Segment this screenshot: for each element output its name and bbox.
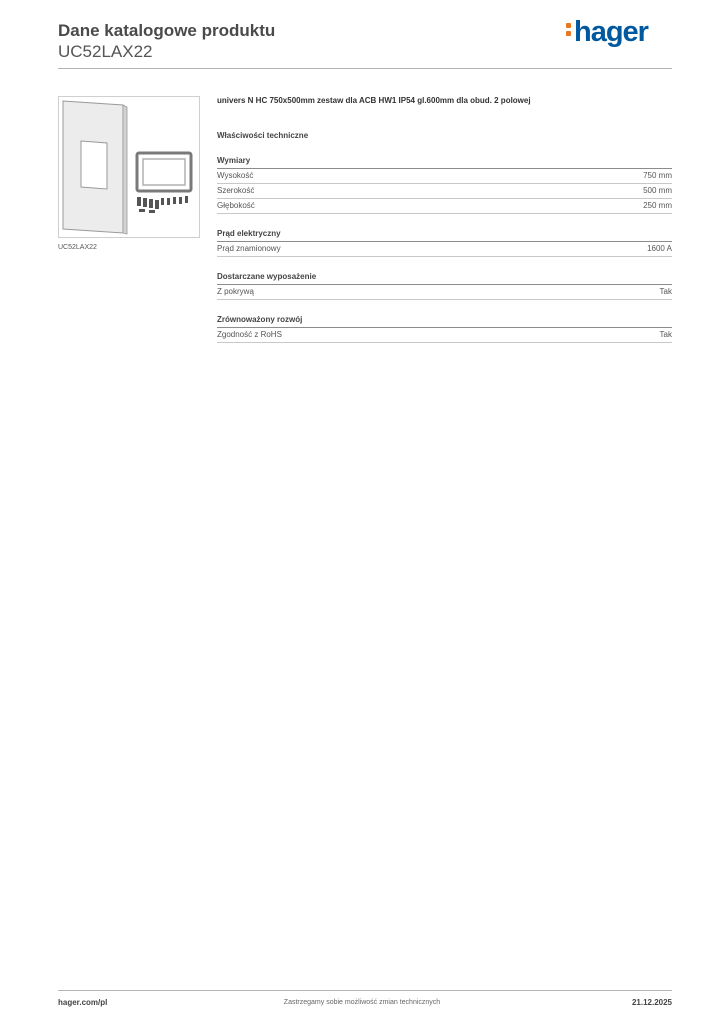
footer-date: 21.12.2025 — [631, 998, 672, 1007]
document-title: Dane katalogowe produktu — [58, 21, 276, 40]
product-description: univers N HC 750x500mm zestaw dla ACB HW1 IP54 gl.600mm dla obud. 2 polowej — [217, 96, 531, 105]
spec-label: Z pokrywą — [217, 287, 254, 296]
header-divider — [58, 68, 672, 69]
footer-website-link[interactable]: hager.com/pl — [58, 998, 108, 1007]
footer-divider — [58, 990, 672, 991]
spec-value: 250 mm — [643, 201, 672, 210]
spec-value: 1600 A — [647, 244, 672, 253]
spec-group-title: Prąd elektryczny — [217, 229, 672, 242]
footer-notice: Zastrzegamy sobie możliwość zmian technicznych — [283, 999, 441, 1006]
spec-row — [217, 184, 672, 199]
spec-value: 750 mm — [643, 171, 672, 180]
spec-group-electrical — [217, 229, 672, 257]
spec-group-dimensions — [217, 156, 672, 214]
product-details — [217, 96, 672, 343]
spec-group-sustainability — [217, 315, 672, 343]
spec-group-equipment — [217, 272, 672, 300]
spec-group-title: Dostarczane wyposażenie — [217, 272, 672, 285]
spec-row — [217, 169, 672, 184]
product-image — [58, 96, 200, 238]
spec-label: Szerokość — [217, 186, 255, 195]
spec-label: Prąd znamionowy — [217, 244, 281, 253]
spec-label: Zgodność z RoHS — [217, 330, 282, 339]
product-image-caption: UC52LAX22 — [58, 244, 97, 251]
spec-group-title: Zrównoważony rozwój — [217, 315, 672, 328]
spec-label: Głębokość — [217, 201, 255, 210]
product-illustration-icon — [59, 97, 199, 237]
spec-value: 500 mm — [643, 186, 672, 195]
hager-logo — [566, 15, 648, 49]
spec-label: Wysokość — [217, 171, 254, 180]
spec-row — [217, 285, 672, 300]
document-header — [58, 20, 275, 62]
technical-properties-heading: Właściwości techniczne — [217, 131, 309, 140]
spec-value: Tak — [659, 330, 672, 339]
spec-row — [217, 242, 672, 257]
spec-row — [217, 199, 672, 214]
logo-text: hager — [574, 16, 648, 48]
spec-value: Tak — [659, 287, 672, 296]
spec-group-title: Wymiary — [217, 156, 672, 169]
spec-row — [217, 328, 672, 343]
logo-dots-icon — [566, 20, 572, 39]
product-code-title: UC52LAX22 — [58, 42, 153, 61]
